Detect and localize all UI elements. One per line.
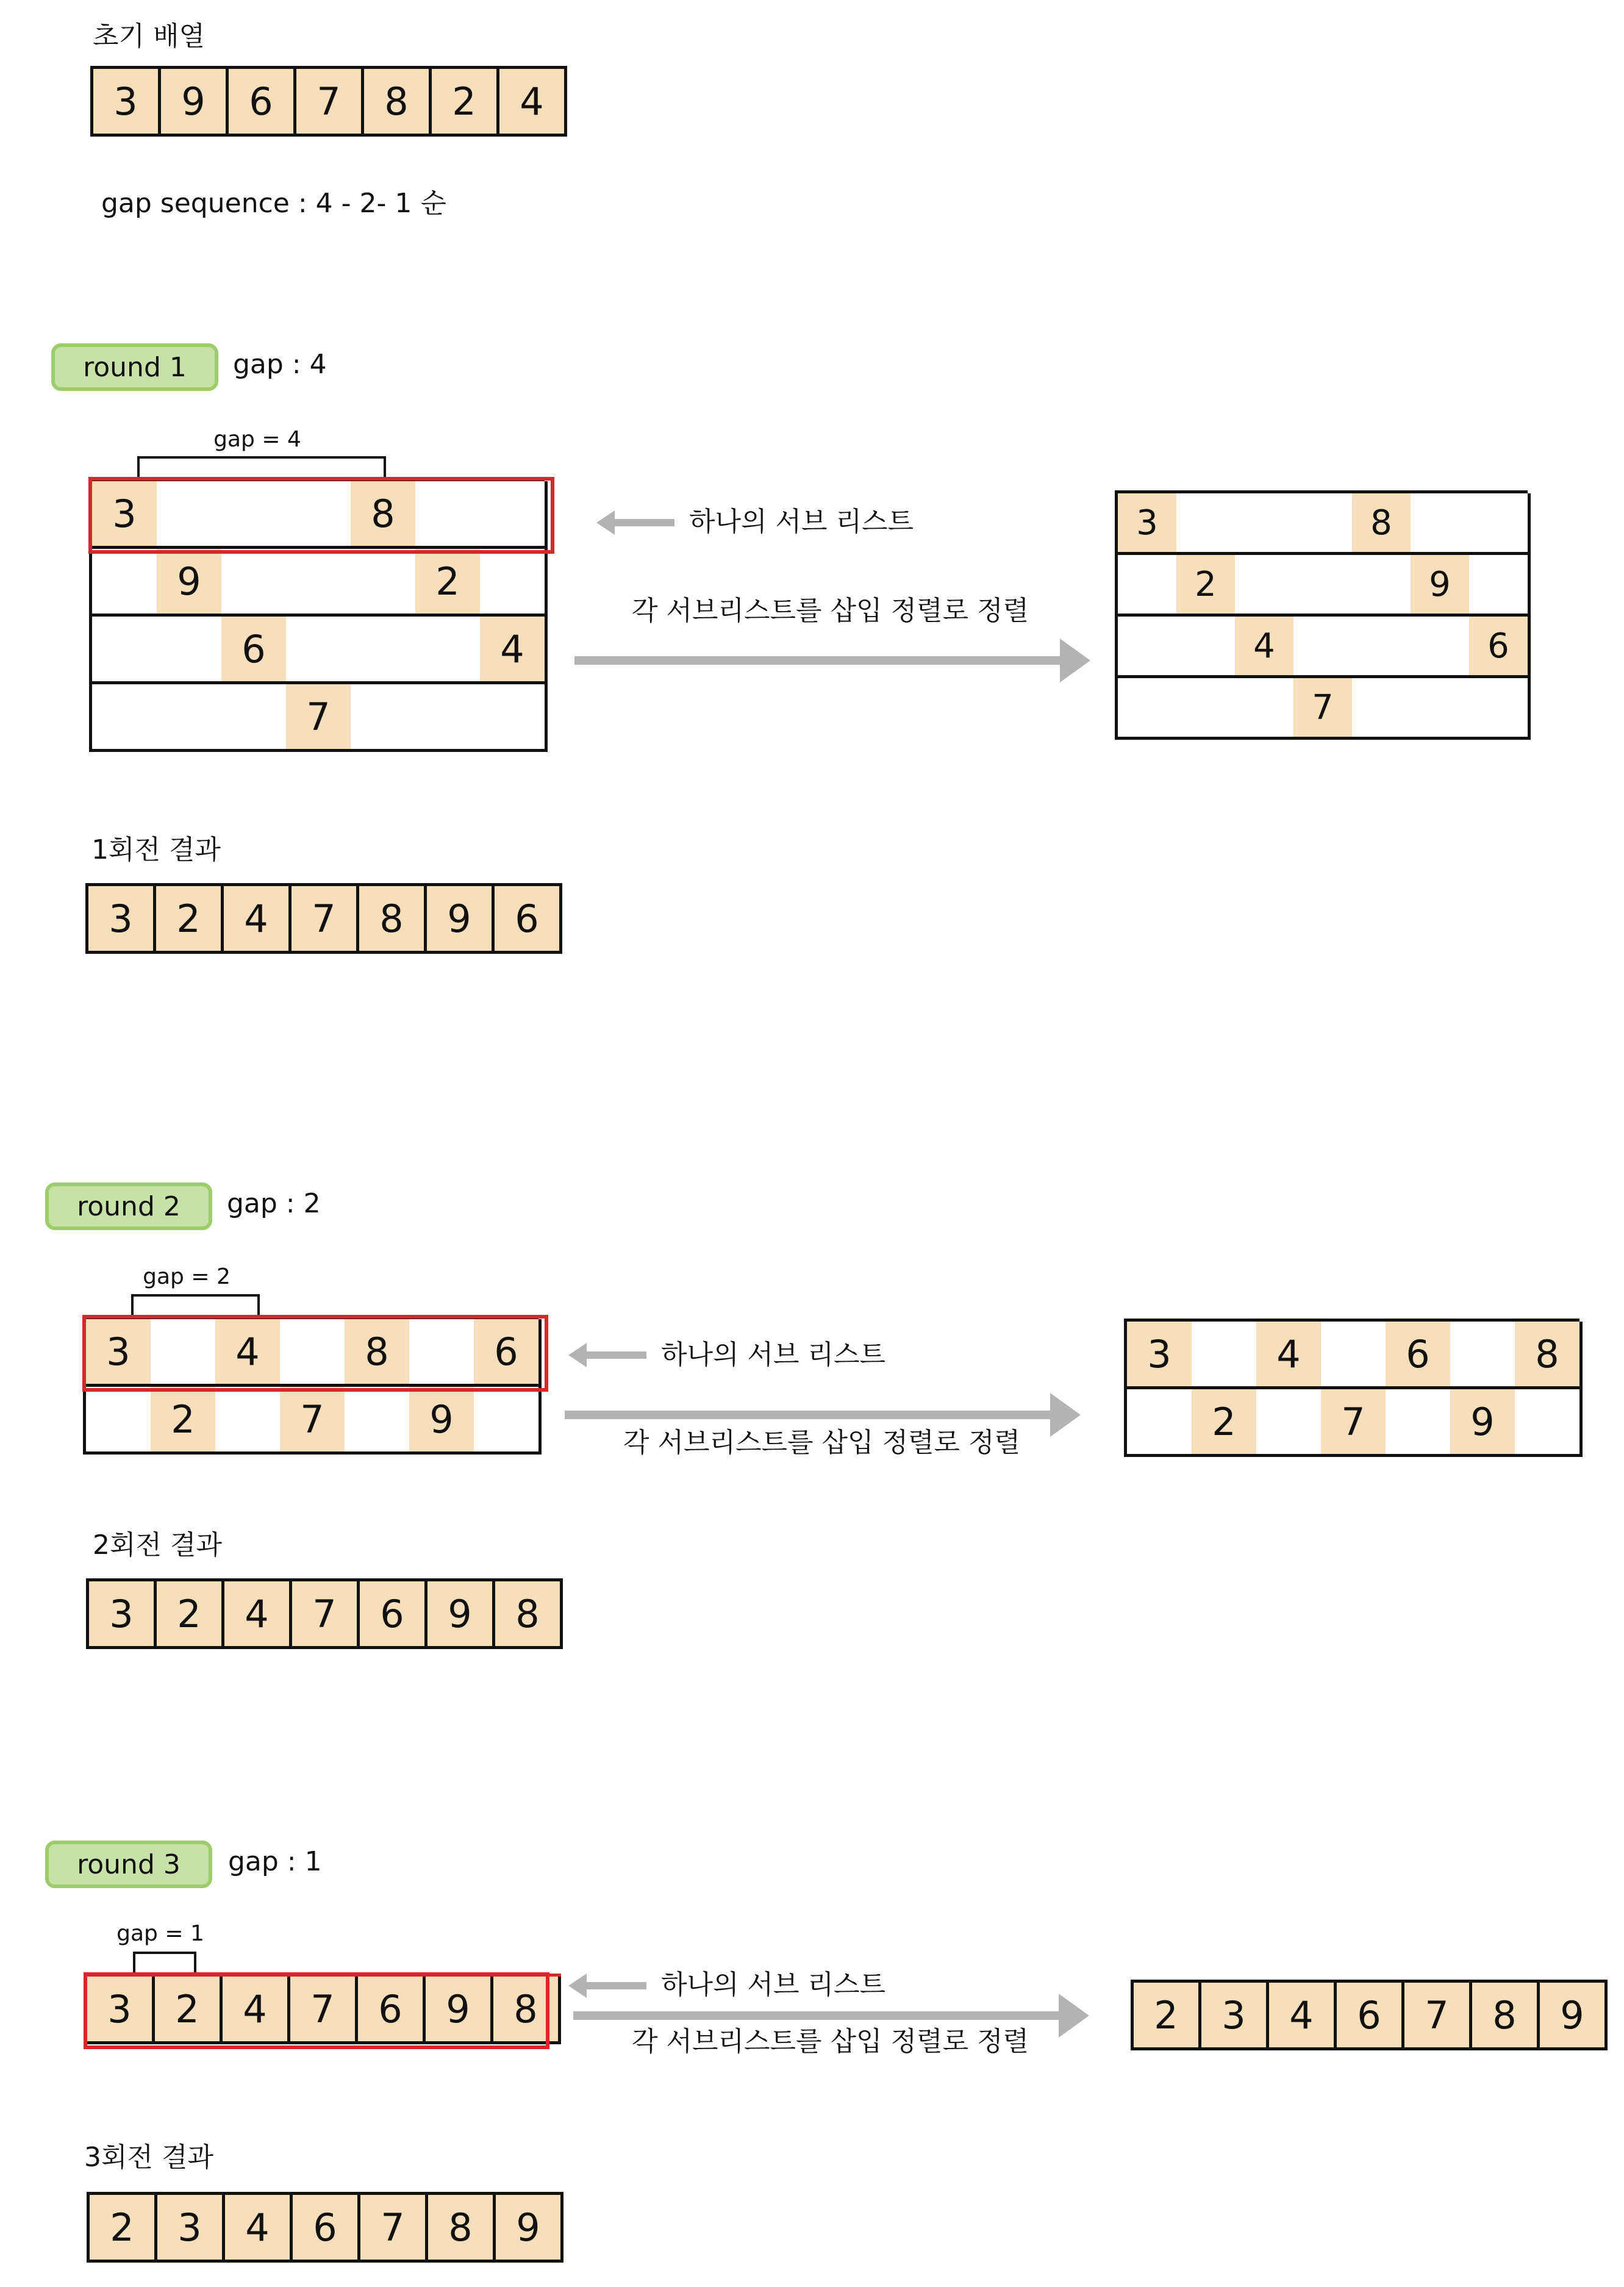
array-cell: 2 [90,2195,157,2263]
grid-cell: 2 [151,1387,218,1455]
grid-cell: 4 [215,1319,283,1387]
grid-cell: 9 [157,549,224,617]
grid-cell: 6 [1469,617,1531,678]
round-2-sublist-label: 하나의 서브 리스트 [661,1339,886,1370]
array-cell: 3 [87,1977,155,2044]
grid-cell [1515,1389,1583,1457]
array-cell: 6 [360,1581,427,1649]
grid-cell: 9 [1411,555,1472,617]
grid-cell [1469,493,1531,555]
grid-cell [1411,678,1472,740]
round-1-gap-bracket-label: gap = 4 [213,427,301,452]
round-1-sublist-highlight [88,477,554,554]
grid-cell [1411,493,1472,555]
array-cell: 9 [427,886,495,954]
round-1-sublist-pointer-shaft [613,519,674,526]
round-1-badge: round 1 [51,343,218,391]
array-cell: 7 [360,2195,428,2263]
grid-cell [1192,1322,1259,1389]
array-cell: 2 [155,1977,223,2044]
grid-cell [415,617,483,684]
grid-cell: 7 [286,684,354,752]
grid-cell: 8 [1515,1322,1583,1389]
grid-cell: 9 [1450,1389,1518,1457]
array-cell: 7 [1404,1983,1472,2050]
array-cell: 4 [224,1581,292,1649]
round-2-gap-bracket-label: gap = 2 [143,1264,231,1289]
grid-cell [351,617,418,684]
grid-cell [1176,493,1238,555]
grid-cell [1256,1389,1324,1457]
array-cell: 8 [493,1977,561,2044]
grid-cell: 2 [1192,1389,1259,1457]
grid-cell [1321,1322,1389,1389]
grid-cell [157,617,224,684]
round-3-sort-label: 각 서브리스트를 삽입 정렬로 정렬 [632,2026,1029,2057]
array-cell: 7 [292,1581,360,1649]
grid-cell [1469,555,1531,617]
round-3-badge: round 3 [45,1841,212,1888]
grid-cell [221,684,289,752]
round-3-sort-arrowhead [1059,1994,1089,2038]
grid-cell: 2 [1176,555,1238,617]
round-3-gap-text: gap : 1 [228,1846,322,1877]
grid-cell: 8 [351,481,418,549]
round-3-sublist-pointer-arrowhead [568,1974,587,1998]
grid-cell [1293,493,1355,555]
array-cell: 6 [229,69,296,137]
round-3-result-array [87,2192,563,2263]
array-cell: 7 [292,886,359,954]
array-cell: 9 [161,69,229,137]
array-cell: 4 [499,69,567,137]
grid-cell [480,549,548,617]
grid-cell [1235,493,1297,555]
array-cell: 4 [225,2195,293,2263]
grid-cell: 2 [415,549,483,617]
array-cell: 2 [1134,1983,1201,2050]
grid-cell: 3 [1127,1322,1195,1389]
round-1-result-array [85,883,562,954]
array-cell: 8 [1472,1983,1540,2050]
grid-cell: 8 [1352,493,1414,555]
grid-cell: 8 [345,1319,412,1387]
grid-cell [415,684,483,752]
array-cell: 9 [427,1581,495,1649]
round-1-result-label: 1회전 결과 [91,834,221,865]
array-cell: 8 [359,886,427,954]
grid-cell [286,549,354,617]
grid-cell [1352,617,1414,678]
initial-array-label: 초기 배열 [93,21,206,52]
round-2-sort-arrow-shaft [565,1411,1053,1419]
grid-cell [1118,678,1179,740]
grid-cell [92,549,160,617]
grid-cell [157,684,224,752]
round-1-sort-arrowhead [1060,639,1090,682]
array-cell: 3 [88,886,156,954]
grid-cell: 4 [1235,617,1297,678]
grid-cell [1352,555,1414,617]
round-3-sublist-highlight [84,1972,549,2049]
round-2-sublist-pointer-arrowhead [568,1343,587,1367]
array-cell: 6 [293,2195,360,2263]
round-3-sort-arrow-shaft [573,2011,1061,2020]
array-cell: 8 [364,69,432,137]
grid-cell: 3 [86,1319,154,1387]
grid-cell: 3 [1118,493,1179,555]
grid-cell [1176,617,1238,678]
array-cell: 6 [358,1977,426,2044]
round-3-gap-bracket-label: gap = 1 [116,1921,204,1946]
round-1-sublist-pointer-arrowhead [596,510,615,535]
grid-cell [215,1387,283,1455]
array-cell: 9 [496,2195,563,2263]
grid-cell: 7 [1293,678,1355,740]
array-cell: 2 [156,886,224,954]
array-cell: 2 [157,1581,224,1649]
round-1-sublist-label: 하나의 서브 리스트 [689,506,914,537]
round-2-badge: round 2 [45,1183,212,1230]
array-cell: 3 [89,1581,157,1649]
array-cell: 3 [157,2195,225,2263]
grid-cell [1352,678,1414,740]
grid-cell [1118,555,1179,617]
grid-cell [286,617,354,684]
grid-cell: 4 [480,617,548,684]
array-cell: 4 [223,1977,290,2044]
array-cell: 8 [495,1581,563,1649]
grid-cell [92,684,160,752]
round-1-gap-bracket [137,456,386,479]
round-3-sublist-pointer-shaft [585,1982,646,1989]
round-1-sort-label: 각 서브리스트를 삽입 정렬로 정렬 [632,595,1029,626]
grid-cell [1235,555,1297,617]
grid-cell [1293,617,1355,678]
grid-cell [1235,678,1297,740]
grid-cell [1469,678,1531,740]
grid-cell [351,684,418,752]
round-2-gap-text: gap : 2 [227,1188,321,1219]
grid-cell [480,684,548,752]
grid-cell: 4 [1256,1322,1324,1389]
grid-cell: 7 [280,1387,348,1455]
grid-cell [1118,617,1179,678]
round-1-after-grid [1115,490,1528,740]
round-2-sort-label: 각 서브리스트를 삽입 정렬로 정렬 [623,1427,1020,1458]
round-1-sort-arrow-shaft [574,656,1062,665]
array-cell: 7 [290,1977,358,2044]
grid-cell [351,549,418,617]
array-cell: 3 [93,69,161,137]
grid-cell: 6 [221,617,289,684]
round-1-gap-text: gap : 4 [233,349,327,380]
round-3-result-label: 3회전 결과 [84,2142,213,2173]
round-3-sublist-label: 하나의 서브 리스트 [661,1969,886,2000]
grid-cell [92,617,160,684]
array-cell: 9 [426,1977,493,2044]
array-cell: 3 [1201,1983,1269,2050]
grid-cell [1293,555,1355,617]
grid-cell [1386,1389,1453,1457]
grid-cell: 6 [1386,1322,1453,1389]
array-cell: 6 [1337,1983,1404,2050]
round-2-sort-arrowhead [1050,1393,1081,1437]
round-2-result-label: 2회전 결과 [93,1530,222,1561]
grid-cell: 9 [409,1387,477,1455]
grid-cell: 7 [1321,1389,1389,1457]
array-cell: 7 [296,69,364,137]
array-cell: 2 [432,69,499,137]
grid-cell [345,1387,412,1455]
round-2-sublist-highlight [82,1315,548,1392]
grid-cell [1176,678,1238,740]
round-2-sublist-pointer-shaft [585,1351,646,1359]
grid-cell [1411,617,1472,678]
grid-cell: 3 [92,481,160,549]
array-cell: 9 [1540,1983,1608,2050]
array-cell: 8 [428,2195,496,2263]
round-2-after-grid [1124,1319,1579,1457]
grid-cell [474,1387,542,1455]
array-cell: 4 [224,886,292,954]
grid-cell: 6 [474,1319,542,1387]
gap-sequence-text: gap sequence : 4 - 2- 1 순 [101,188,446,219]
grid-cell [1450,1322,1518,1389]
grid-cell [1127,1389,1195,1457]
initial-array [90,66,567,137]
array-cell: 6 [495,886,562,954]
grid-cell [221,549,289,617]
grid-cell [86,1387,154,1455]
round-2-result-array [86,1578,563,1649]
round-3-after-array [1131,1980,1608,2050]
array-cell: 4 [1269,1983,1337,2050]
